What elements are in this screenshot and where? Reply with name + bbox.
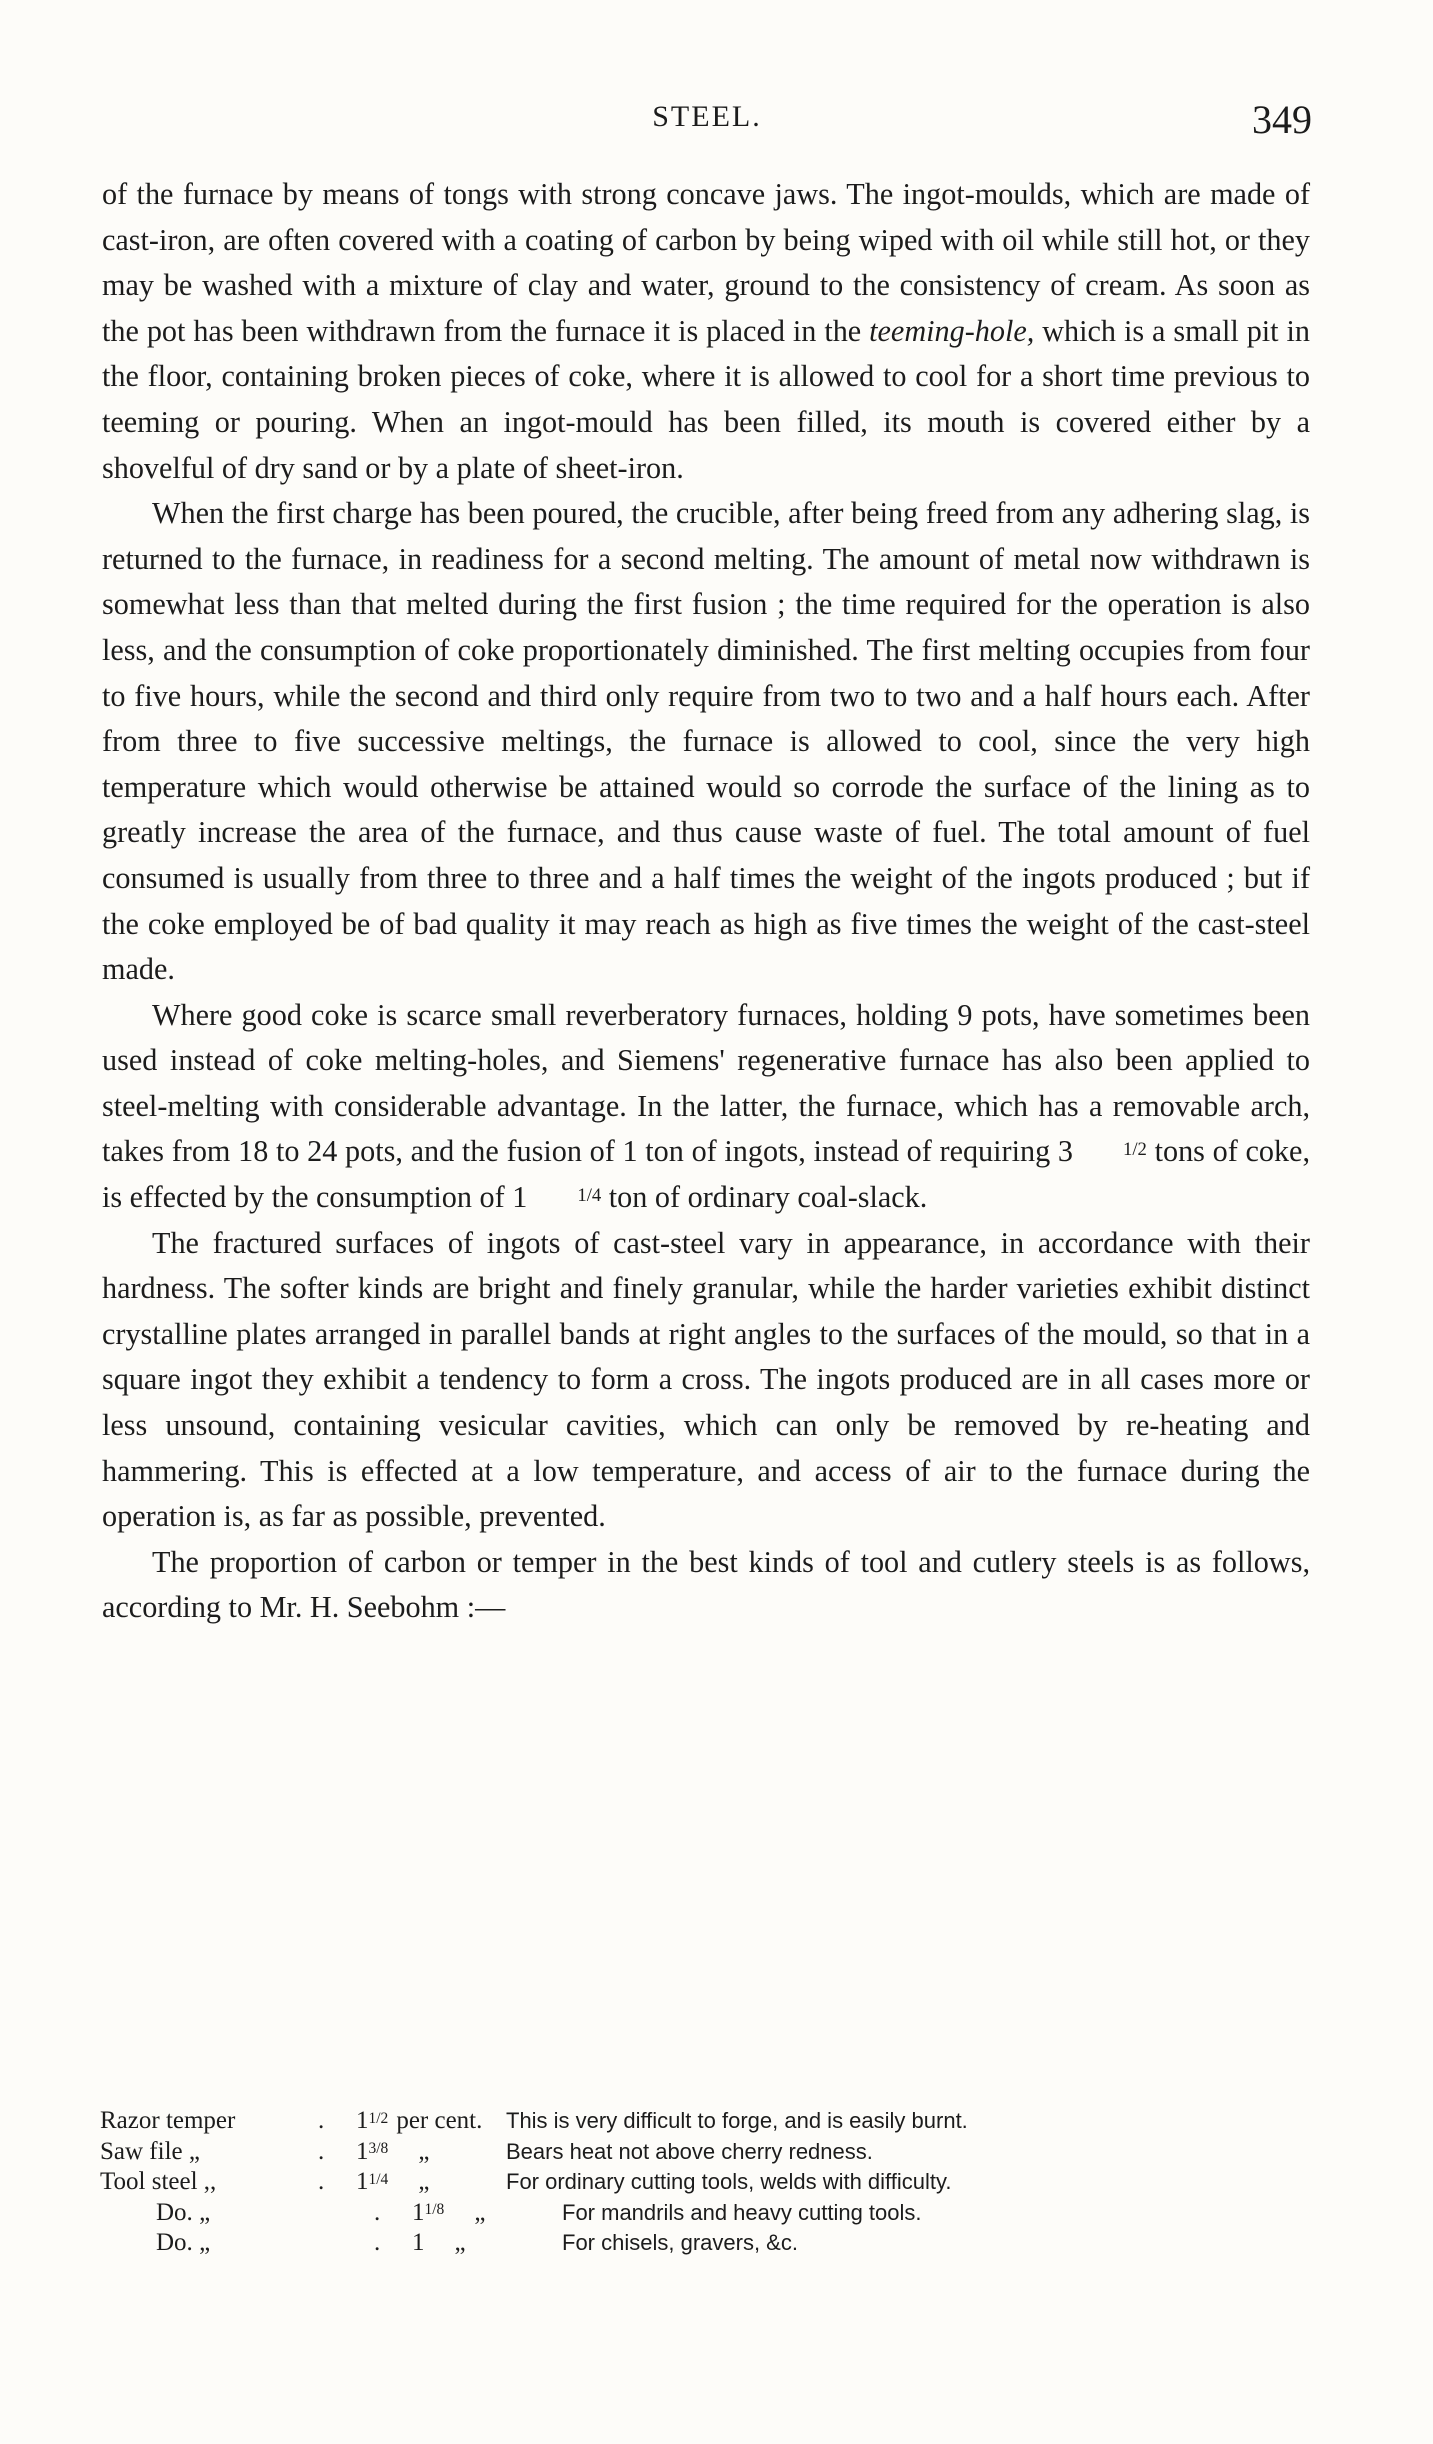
ditto-mark: „	[199, 2229, 211, 2256]
leader-dot: .	[318, 2168, 325, 2195]
paragraph	[102, 1540, 1310, 1631]
steel-kind	[100, 2198, 374, 2228]
temper-note: This is very difficult to forge, and is easily burnt.	[506, 2108, 968, 2133]
page-number: 349	[1252, 97, 1312, 142]
percent-unit: „	[474, 2198, 486, 2226]
temper-note: For mandrils and heavy cutting tools.	[562, 2199, 922, 2225]
temper-table	[100, 2106, 1320, 2259]
fraction: 1/2	[1122, 1138, 1147, 1160]
table-row	[100, 2167, 1320, 2198]
percent-fraction: 3/8	[368, 2140, 389, 2158]
ditto-mark: ,,	[203, 2168, 217, 2195]
text-run: ton of ordinary coal-slack.	[601, 1180, 928, 1215]
table-row	[100, 2198, 1320, 2229]
carbon-percent	[356, 2167, 506, 2197]
steel-name: Do.	[156, 2229, 193, 2256]
leader-dot: .	[318, 2137, 325, 2165]
fraction: 1/4	[577, 1184, 602, 1206]
percent-fraction: 1/4	[368, 2170, 389, 2188]
steel-name: Razor temper	[100, 2107, 236, 2134]
ditto-mark: „	[188, 2137, 200, 2165]
paragraph	[102, 172, 1310, 491]
text-run: The fractured surfaces of ingots of cast-steel vary in appearance, in accordance with their hardness. The softer kinds are bright and finely granular, while the harder varieties exhibit distinct crystalline plates arranged in parallel bands at right angles to the surfaces of the mould, so that in a square ingot they exhibit a tendency to form a cross. The ingots produced are in all cases more or less unsound, containing vesicular cavities, which can only be removed by re-heating and hammering. This is effected at a low temperature, and access of air to the furnace during the operation is, as far as possible, prevented.	[102, 1225, 1310, 1534]
body-text	[102, 172, 1310, 1631]
table-row	[100, 2106, 1320, 2137]
percent-whole: 1	[412, 2198, 425, 2226]
carbon-percent	[412, 2198, 562, 2228]
steel-kind	[100, 2137, 318, 2167]
text-run: tons of coke, is effected by the consumption of 1	[102, 1134, 1310, 1215]
leader-dot: .	[318, 2107, 325, 2134]
steel-name: Saw file	[100, 2137, 183, 2165]
percent-unit: „	[418, 2137, 430, 2165]
steel-kind	[100, 2106, 318, 2136]
steel-kind	[100, 2167, 318, 2197]
carbon-percent	[356, 2137, 506, 2167]
percent-whole: 1	[356, 2137, 369, 2165]
italic-term: teeming-hole,	[869, 313, 1035, 348]
paragraph	[102, 993, 1310, 1221]
text-run: of the furnace by means of tongs with strong concave jaws. The ingot-moulds, which are made of cast-iron, are often covered with a coating of carbon by being wiped with oil while still hot, or they may be washed with a mixture of clay and water, ground to the consistency of cream. As soon as the pot has been withdrawn from the furnace it is placed in the	[102, 177, 1310, 348]
carbon-percent	[412, 2228, 562, 2258]
carbon-percent	[356, 2106, 506, 2136]
temper-note: For chisels, gravers, &c.	[562, 2230, 798, 2255]
percent-fraction: 1/8	[424, 2201, 445, 2219]
percent-unit: „	[454, 2229, 466, 2256]
percent-unit: „	[418, 2168, 430, 2195]
percent-unit: per cent.	[396, 2107, 483, 2134]
steel-name: Do.	[156, 2198, 193, 2226]
paragraph	[102, 491, 1310, 993]
text-run: When the first charge has been poured, the crucible, after being freed from any adhering slag, is returned to the furnace, in readiness for a second melting. The amount of metal now withdrawn is somewhat less than that melted during the first fusion ; the time required for the operation is also less, and the consumption of coke proportionately diminished. The first melting occupies from four to five hours, while the second and third only require from two to two and a half hours each. After from three to five successive meltings, the furnace is allowed to cool, since the very high temperature which would otherwise be attained would so corrode the surface of the lining as to greatly increase the area of the furnace, and thus cause waste of fuel. The total amount of fuel consumed is usually from three to three and a half times the weight of the ingots produced ; but if the coke employed be of bad quality it may reach as high as five times the weight of the cast-steel made.	[102, 496, 1310, 987]
page-header	[102, 96, 1312, 152]
table-row	[100, 2137, 1320, 2168]
leader-dot: .	[374, 2229, 381, 2256]
percent-fraction: 1/2	[368, 2109, 389, 2127]
running-head: STEEL.	[652, 100, 762, 133]
text-run: The proportion of carbon or temper in the best kinds of tool and cutlery steels is as follows, according to Mr. H. Seebohm :—	[102, 1544, 1310, 1625]
steel-kind	[100, 2228, 374, 2258]
text-run: which is a small pit in the floor, containing broken pieces of coke, where it is allowed to cool for a short time previous to teeming or pouring. When an ingot-mould has been filled, its mouth is covered either by a shovelful of dry sand or by a plate of sheet-iron.	[102, 313, 1310, 485]
paragraph	[102, 1221, 1310, 1540]
temper-note: For ordinary cutting tools, welds with difficulty.	[506, 2169, 952, 2194]
percent-whole: 1	[412, 2229, 425, 2256]
text-run: Where good coke is scarce small reverberatory furnaces, holding 9 pots, have sometimes been used instead of coke melting-holes, and Siemens' regenerative furnace has also been applied to steel-melting with considerable advantage. In the latter, the furnace, which has a removable arch, takes from 18 to 24 pots, and the fusion of 1 ton of ingots, instead of requiring 3	[102, 997, 1310, 1169]
temper-note: Bears heat not above cherry redness.	[506, 2138, 873, 2164]
ditto-mark: „	[199, 2198, 211, 2226]
steel-name: Tool steel	[100, 2168, 198, 2195]
table-row	[100, 2228, 1320, 2259]
percent-whole: 1	[356, 2168, 369, 2195]
leader-dot: .	[374, 2198, 381, 2226]
percent-whole: 1	[356, 2107, 369, 2134]
